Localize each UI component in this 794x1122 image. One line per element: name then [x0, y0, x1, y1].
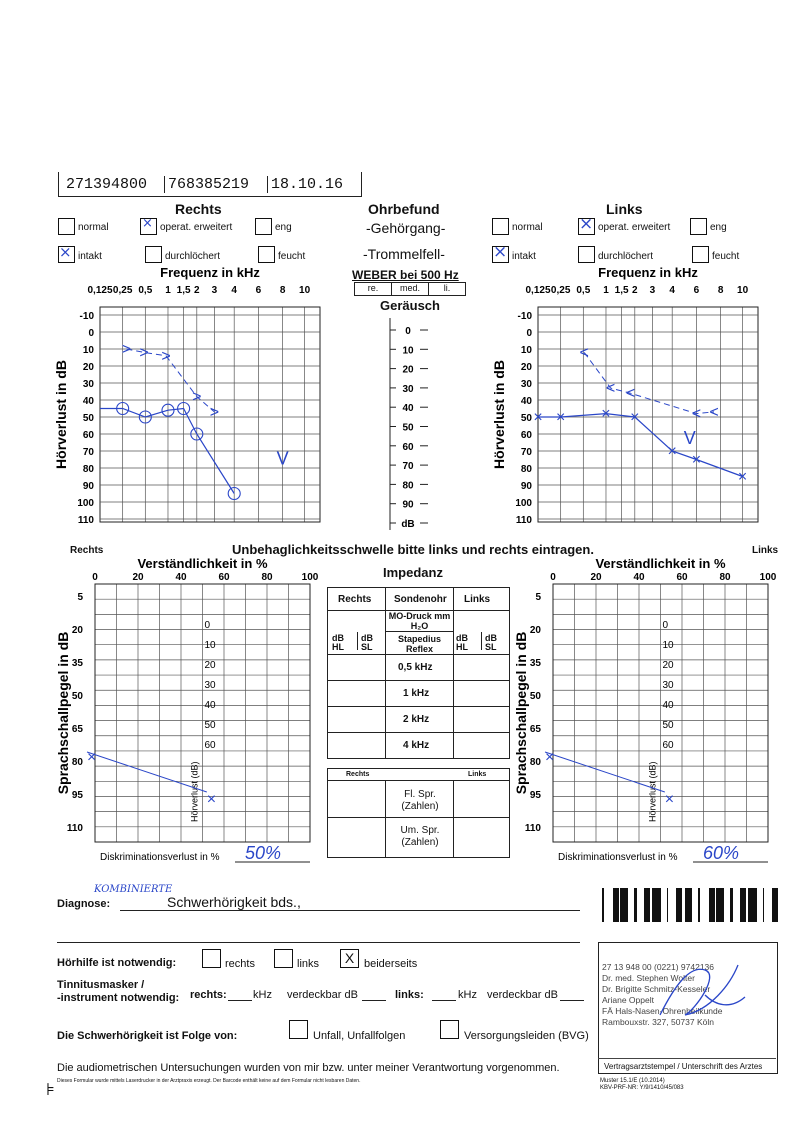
folge-label: Die Schwerhörigkeit ist Folge von: [57, 1030, 238, 1042]
tinnitus-label-1: Tinnitusmasker / [57, 979, 145, 991]
db-tick: 90 [82, 481, 94, 492]
stamp-line-4: Ariane Oppelt [602, 995, 654, 1005]
db-tick: 30 [82, 379, 94, 390]
freq-tick: 3 [211, 285, 218, 296]
freq-tick: 1 [603, 285, 609, 296]
speech-x-tick: 20 [132, 572, 144, 583]
imp-db-sl-r: dB SL [361, 633, 373, 652]
right-feucht-label: feucht [278, 251, 306, 262]
geraeusch-tick: 70 [402, 461, 414, 473]
right-eng-label: eng [275, 222, 292, 233]
stamp-line-3: Dr. Brigitte Schmitz-Kesseler [602, 984, 711, 994]
speech-y-tick: 50 [71, 691, 83, 702]
hoerhilfe-links-checkbox[interactable] [274, 949, 293, 968]
speech-mark-b: × [664, 791, 675, 808]
freq-tick: 2 [632, 285, 638, 296]
freq-tick: 0,25 [550, 285, 571, 296]
speech-mark-b: × [206, 791, 217, 808]
db-tick: 40 [520, 396, 532, 407]
left-ac-line [538, 414, 743, 477]
right-eng-checkbox[interactable] [255, 218, 272, 235]
left-feucht-checkbox[interactable] [692, 246, 709, 263]
right-normal-checkbox[interactable] [58, 218, 75, 235]
hoerhilfe-beiderseits-label: beiderseits [364, 958, 418, 970]
speech-title: Verständlichkeit in % [137, 556, 268, 571]
right-speech-chart [50, 556, 330, 886]
db-tick: 80 [82, 464, 94, 475]
impedanz-table [327, 587, 510, 759]
left-audiogram [488, 265, 778, 535]
db-tick: 10 [82, 345, 94, 356]
speech-ylabel: Sprachschallpegel in dB [513, 631, 529, 795]
tinnitus-links: links: [395, 989, 424, 1001]
hoerhilfe-links-label: links [297, 958, 320, 970]
speech-y-tick: 5 [77, 592, 83, 603]
um-spr: Um. Spr. (Zahlen) [400, 825, 440, 848]
tinnitus-l-verdeckbar: verdeckbar dB [487, 989, 558, 1001]
freq-tick: 0,125 [87, 285, 113, 296]
inner-scale-label: Hörverlust (dB) [189, 761, 200, 822]
imp-db-hl-l: dB HL [456, 633, 468, 652]
folge-unfall-checkbox[interactable] [289, 1020, 308, 1039]
imp-row-05: 0,5 kHz [398, 662, 433, 673]
speech-x-tick: 60 [218, 572, 230, 583]
db-tick: 20 [520, 362, 532, 373]
inner-scale-tick: 0 [662, 620, 669, 631]
speech-y-tick: 35 [71, 658, 83, 669]
fl-spr: Fl. Spr. (Zahlen) [401, 789, 439, 812]
folge-unfall-label: Unfall, Unfallfolgen [313, 1030, 406, 1042]
geraeusch-tick: 50 [402, 422, 414, 434]
imp-links: Links [464, 594, 491, 605]
hoerhilfe-rechts-checkbox[interactable] [202, 949, 221, 968]
freq-tick: 10 [737, 285, 749, 296]
geraeusch-tick: 90 [402, 499, 414, 511]
freq-tick: 3 [649, 285, 656, 296]
right-erweitert-label: operat. erweitert [160, 222, 233, 233]
speech-y-tick: 20 [71, 625, 83, 636]
db-tick: 40 [82, 396, 94, 407]
right-bc-point: > [209, 403, 220, 421]
right-audiogram [50, 265, 340, 535]
geraeusch-tick: 60 [402, 441, 414, 453]
geraeusch-tick: 30 [402, 383, 414, 395]
imp-stapedius: Stapedius Reflex [397, 634, 441, 654]
left-ac-point: × [737, 468, 748, 486]
left-intakt-label: intakt [512, 251, 536, 262]
left-bc-point: < [579, 344, 589, 362]
geraeusch-tick: 10 [402, 345, 414, 357]
speech-mark-a: × [87, 749, 97, 766]
stamp-line-6: Rambouxstr. 327, 50737 Köln [602, 1017, 714, 1027]
left-intakt-checkbox[interactable]: × [493, 242, 508, 262]
footer-corner-mark: ⊧ [46, 1080, 55, 1100]
speech-y-tick: 35 [529, 658, 541, 669]
spr-rechts: Rechts [346, 771, 370, 778]
freq-tick: 0,5 [576, 285, 591, 296]
gehoergang-label: -Gehörgang- [366, 220, 446, 236]
left-bc-point: < [605, 380, 616, 398]
speech-y-tick: 95 [71, 790, 83, 801]
footer-statement: Die audiometrischen Untersuchungen wurden von mir bzw. unter meiner Verantwortung vorgenommen. [57, 1062, 560, 1074]
hoerhilfe-beiderseits-checkbox[interactable] [340, 949, 359, 968]
right-durchloechert-checkbox[interactable] [145, 246, 162, 263]
db-tick: 110 [515, 515, 532, 526]
disc-value: 50% [245, 843, 282, 863]
freq-tick: 4 [231, 285, 237, 296]
tinnitus-r-khz: kHz [253, 989, 272, 1001]
db-tick: -10 [517, 311, 532, 322]
speech-ylabel: Sprachschallpegel in dB [55, 631, 71, 795]
inner-scale-tick: 60 [662, 740, 674, 751]
middle-links: Links [752, 545, 779, 556]
speech-x-tick: 0 [92, 572, 98, 583]
speech-y-tick: 110 [66, 823, 83, 834]
imp-db-hl-r: dB HL [332, 633, 344, 652]
left-ear-label: Links [606, 201, 643, 217]
left-bc-point: < [709, 403, 719, 421]
speech-y-tick: 110 [524, 823, 541, 834]
left-ac-point: × [691, 451, 702, 469]
inner-scale-tick: 20 [204, 660, 216, 671]
weber-med: med. [392, 283, 429, 295]
db-tick: 60 [520, 430, 532, 441]
right-bc-point: > [139, 344, 149, 362]
geraeusch-tick: 20 [402, 364, 414, 376]
freq-tick: 4 [669, 285, 675, 296]
left-ac-point: × [667, 443, 677, 460]
freq-tick: 0,5 [138, 285, 153, 296]
db-tick: 30 [520, 379, 532, 390]
right-intakt-checkbox[interactable]: × [58, 246, 75, 263]
geraeusch-tick: 0 [405, 326, 411, 337]
freq-tick: 6 [693, 285, 700, 296]
freq-tick: 8 [717, 285, 724, 296]
speech-y-tick: 20 [529, 625, 541, 636]
left-speech-chart [508, 556, 788, 886]
weber-li: li. [443, 283, 451, 293]
left-ac-point: × [601, 405, 611, 423]
db-tick: 110 [77, 515, 94, 526]
exam-date: 18.10.16 [267, 176, 343, 193]
left-ac-point: × [555, 409, 566, 426]
db-tick: 80 [520, 464, 532, 475]
speech-y-tick: 80 [71, 757, 83, 768]
stamp-line-5: FÄ Hals-Nasen-Ohrenheilkunde [602, 1006, 723, 1016]
imp-row-4: 4 kHz [403, 740, 430, 751]
speech-y-tick: 50 [529, 691, 541, 702]
inner-scale-tick: 10 [204, 640, 216, 651]
left-bc-point: < [691, 405, 702, 423]
freq-tick: 6 [255, 285, 262, 296]
left-normal-checkbox[interactable] [492, 218, 509, 235]
imp-rechts: Rechts [338, 594, 372, 605]
right-erweitert-checkbox[interactable]: × [140, 218, 157, 235]
db-tick: 100 [77, 498, 94, 509]
stamp-line-1: 27 13 948 00 (0221) 9742136 [602, 962, 715, 972]
barcode [598, 888, 778, 922]
footer-small: Dieses Formular wurde mittels Laserdrucker in der Arztpraxis erzeugt. Der Barcode enthält keine auf dem Formular nicht lesbaren Daten. [57, 1078, 361, 1084]
insurance-id: 768385219 [164, 176, 249, 193]
signature [650, 955, 750, 1035]
hoerhilfe-label: Hörhilfe ist notwendig: [57, 957, 177, 969]
stempel-label: Vertragsarztstempel / Unterschrift des Arztes [604, 1062, 763, 1071]
weber-re: re. [355, 283, 392, 295]
patient-id: 271394800 [66, 176, 148, 193]
impedanz-title: Impedanz [383, 565, 443, 580]
right-uncomfortable-mark: V [276, 448, 289, 469]
inner-scale-tick: 10 [662, 640, 674, 651]
inner-scale-tick: 50 [662, 720, 674, 731]
right-bc-point: > [121, 341, 132, 358]
imp-mo-druck: MO-Druck mm H₂O [388, 611, 451, 631]
left-erweitert-checkbox[interactable]: × [579, 214, 594, 234]
speech-x-tick: 100 [759, 572, 777, 583]
diagnose-handwritten: KOMBINIERTE [94, 884, 173, 895]
tinnitus-l-khz: kHz [458, 989, 477, 1001]
inner-scale-tick: 30 [204, 680, 216, 691]
db-tick: 70 [520, 447, 532, 458]
db-tick: 50 [520, 413, 532, 424]
audiogram-ylabel: Hörverlust in dB [491, 360, 507, 469]
inner-scale-tick: 20 [662, 660, 674, 671]
left-erweitert-label: operat. erweitert [598, 222, 671, 233]
freq-tick: 8 [279, 285, 286, 296]
kbv-label: KBV-PRF-NR: Y/9/1410/45/083 [600, 1085, 684, 1091]
speech-y-tick: 80 [529, 757, 541, 768]
freq-tick: 10 [299, 285, 311, 296]
stamp-line-2: Dr. med. Stephen Wolter [602, 973, 695, 983]
db-tick: 50 [82, 413, 94, 424]
db-tick: 100 [515, 498, 532, 509]
db-tick: 70 [82, 447, 94, 458]
geraeusch-tick: dB [401, 519, 415, 530]
left-eng-label: eng [710, 222, 727, 233]
folge-bvg-label: Versorgungsleiden (BVG) [464, 1030, 589, 1042]
speech-x-tick: 20 [590, 572, 602, 583]
imp-db-sl-l: dB SL [485, 633, 497, 652]
freq-tick: 2 [194, 285, 200, 296]
left-bc-point: < [625, 385, 636, 403]
disc-label: Diskriminationsverlust in % [558, 852, 678, 863]
speech-x-tick: 60 [676, 572, 688, 583]
inner-scale-tick: 50 [204, 720, 216, 731]
freq-tick: 0,25 [112, 285, 133, 296]
inner-scale-label: Hörverlust (dB) [647, 761, 658, 822]
speech-x-tick: 40 [633, 572, 645, 583]
right-intakt-label: intakt [78, 251, 102, 262]
weber-table [354, 282, 466, 296]
speech-x-tick: 100 [301, 572, 319, 583]
speech-x-tick: 0 [550, 572, 556, 583]
notice-text: Unbehaglichkeitsschwelle bitte links und rechts eintragen. [232, 542, 594, 557]
left-ac-point: × [630, 409, 640, 426]
folge-bvg-checkbox[interactable] [440, 1020, 459, 1039]
weber-label: WEBER bei 500 Hz [352, 268, 459, 282]
freq-tick: 1 [165, 285, 171, 296]
db-tick: 20 [82, 362, 94, 373]
db-tick: 0 [526, 328, 532, 339]
geraeusch-tick: 40 [402, 403, 414, 415]
tinnitus-label-2: -instrument notwendig: [57, 992, 180, 1004]
geraeusch-label: Geräusch [380, 298, 440, 313]
left-ac-point: × [533, 409, 543, 426]
left-durchloechert-label: durchlöchert [598, 251, 654, 262]
db-tick: 10 [520, 345, 532, 356]
speech-y-tick: 65 [529, 724, 541, 735]
right-ear-label: Rechts [175, 201, 222, 217]
right-bc-point: > [161, 347, 171, 365]
hoerhilfe-rechts-label: rechts [225, 958, 255, 970]
speech-mark-a: × [545, 749, 555, 766]
db-tick: 90 [520, 481, 532, 492]
trommelfell-label: -Trommelfell- [363, 246, 445, 262]
diagnose-text: Schwerhörigkeit bds., [167, 894, 301, 910]
speech-title: Verständlichkeit in % [595, 556, 726, 571]
right-bc-point: > [192, 388, 202, 406]
middle-rechts: Rechts [70, 545, 104, 556]
left-feucht-label: feucht [712, 251, 740, 262]
inner-scale-tick: 60 [204, 740, 216, 751]
freq-title: Frequenz in kHz [598, 265, 698, 280]
speech-y-tick: 65 [71, 724, 83, 735]
tinnitus-rechts: rechts: [190, 989, 227, 1001]
left-durchloechert-checkbox[interactable] [578, 246, 595, 263]
hoerhilfe-check-mark: X [344, 950, 355, 966]
right-feucht-checkbox[interactable] [258, 246, 275, 263]
db-tick: 0 [88, 328, 94, 339]
inner-scale-tick: 40 [662, 700, 674, 711]
left-eng-checkbox[interactable] [690, 218, 707, 235]
freq-title: Frequenz in kHz [160, 265, 260, 280]
disc-value: 60% [703, 843, 740, 863]
db-tick: -10 [79, 311, 94, 322]
geraeusch-tick: 80 [402, 480, 414, 492]
freq-tick: 0,125 [525, 285, 551, 296]
disc-label: Diskriminationsverlust in % [100, 852, 220, 863]
freq-tick: 1,5 [614, 285, 629, 296]
speech-y-tick: 95 [529, 790, 541, 801]
tinnitus-r-verdeckbar: verdeckbar dB [287, 989, 358, 1001]
freq-tick: 1,5 [176, 285, 191, 296]
muster-label: Muster 15.1/E (10.2014) [600, 1078, 665, 1084]
inner-scale-tick: 30 [662, 680, 674, 691]
inner-scale-tick: 0 [204, 620, 211, 631]
inner-scale-tick: 40 [204, 700, 216, 711]
spr-table [327, 768, 510, 858]
right-durchloechert-label: durchlöchert [165, 251, 221, 262]
speech-y-tick: 5 [535, 592, 541, 603]
speech-x-tick: 40 [175, 572, 187, 583]
imp-row-2: 2 kHz [403, 714, 430, 725]
right-normal-label: normal [78, 222, 109, 233]
imp-row-1: 1 kHz [403, 688, 430, 699]
imp-sondenohr: Sondenohr [394, 594, 447, 605]
left-normal-label: normal [512, 222, 543, 233]
left-uncomfortable-mark: V [683, 428, 696, 449]
diagnose-label: Diagnose: [57, 898, 111, 910]
geraeusch-scale [380, 318, 440, 530]
speech-x-tick: 80 [261, 572, 273, 583]
speech-x-tick: 80 [719, 572, 731, 583]
spr-links: Links [468, 771, 487, 778]
audiogram-ylabel: Hörverlust in dB [53, 360, 69, 469]
db-tick: 60 [82, 430, 94, 441]
ohrbefund-title: Ohrbefund [368, 201, 440, 217]
